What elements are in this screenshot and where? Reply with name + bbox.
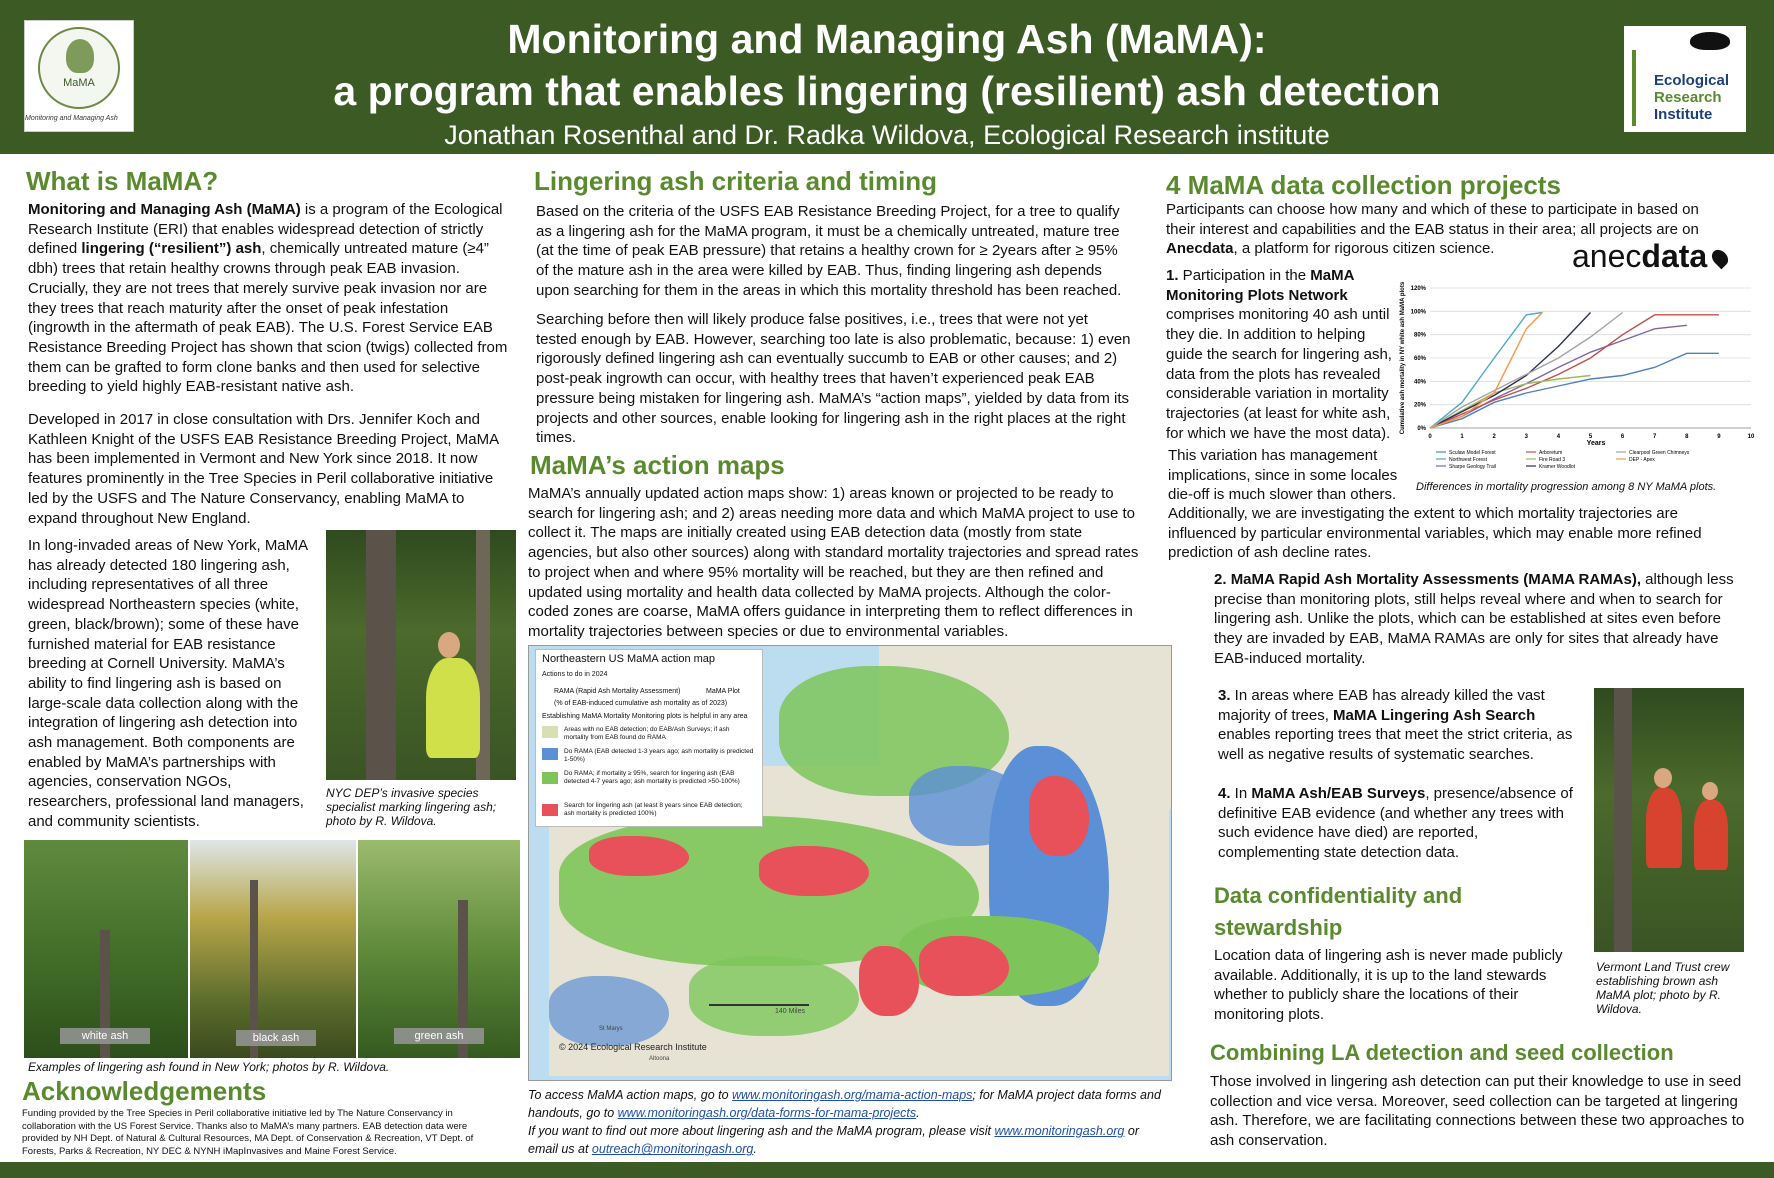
- bold-text: MaMA Ash/EAB Surveys: [1251, 785, 1426, 802]
- person-vest: [1694, 800, 1728, 870]
- map-legend-title: Northeastern US MaMA action map: [542, 653, 716, 665]
- bold-text: Anecdata: [1166, 240, 1234, 258]
- chart-x-tick: 10: [1747, 434, 1755, 440]
- chart-y-tick: 100%: [1410, 309, 1426, 316]
- projects-heading: 4 MaMA data collection projects: [1166, 170, 1561, 200]
- criteria-heading: Lingering ash criteria and timing: [534, 166, 938, 196]
- project4-paragraph: [1218, 784, 1578, 863]
- mama-logo-text: MaMA: [63, 77, 95, 89]
- person-vest: [1646, 788, 1682, 868]
- chart-series-line: [1430, 315, 1719, 428]
- person-head: [1654, 768, 1672, 788]
- action-maps-link[interactable]: www.monitoringash.org/mama-action-maps: [732, 1088, 973, 1102]
- chart-legend-label: Clearpool Green Chimneys: [1629, 450, 1690, 456]
- bold-text: MaMA Rapid Ash Mortality Assessments (MAMA RAMAs),: [1230, 571, 1642, 588]
- text-run: In areas where EAB has already killed the vast majority of trees,: [1218, 687, 1545, 724]
- map-scale-label: 140 Miles: [775, 1008, 805, 1015]
- map-city-label: St Marys: [599, 1026, 623, 1032]
- chart-x-tick: 9: [1717, 434, 1721, 440]
- text-run: , a platform for rigorous citizen science.: [1233, 240, 1495, 258]
- person-head: [1702, 782, 1718, 800]
- map-pin-icon: [1709, 247, 1732, 270]
- legend-text: Do RAMA (EAB detected 1-3 years ago; ash mortality is predicted 1-50%): [564, 748, 754, 763]
- bold-text: MaMA Monitoring Plots Network: [1166, 267, 1354, 304]
- legend-text: Search for lingering ash (at least 8 years since EAB detection; ash mortality is predicted 100%): [564, 802, 743, 817]
- chart-legend-label: DEP - Apex: [1629, 457, 1655, 463]
- project1-investigation: Additionally, we are investigating the extent to which mortality trajectories are influenced by particular environmental variables, which may enable more refined prediction of ash decline rates.: [1168, 505, 1702, 562]
- legend-text: Do RAMA; if mortality ≥ 95%, search for lingering ash (EAB detected 4-7 years ago; ash mortality is predicted >50-100%): [564, 770, 740, 785]
- confidentiality-paragraph: Location data of lingering ash is never made publicly available. Additionally, it is up to the land stewards whether to publicly share the locations of their monitoring plots.: [1214, 947, 1563, 1024]
- item-number: 1.: [1166, 267, 1179, 284]
- chart-x-tick: 8: [1685, 434, 1689, 440]
- map-legend-plot: MaMA Plot: [706, 688, 740, 695]
- item-number: 4.: [1218, 785, 1231, 802]
- legend-swatch: [542, 772, 558, 784]
- chart-series-line: [1430, 376, 1591, 429]
- criteria-paragraph: Based on the criteria of the USFS EAB Resistance Breeding Project, for a tree to qualify as a lingering ash for the MaMA program, it must be a chemically untreated, mature tree (at the time of peak EAB pressure) that retains a healthy crown for ≥ 2years after ≥ 95% of the mature ash in the area were killed by EAB. Thus, finding lingering ash depends upon searching for them in the areas in which this mortality threshold has been reached.: [536, 203, 1122, 299]
- action-maps-paragraph: MaMA’s annually updated action maps show: 1) areas known or projected to be ready to search for lingering ash; and 2) areas needing more data and which MaMA project to use to collect it. The maps are initially created using EAB detection data (mostly from state agencies, but also other sources) along with standard mortality trajectories and spread rates to project when and where 95% mortality will be reached, but they are then refined and updated using mortality and health data collected by MaMA projects. Although the color-coded zones are coarse, MaMA offers guidance in interpreting them to reflect differences in mortality trajectories between species or due to environmental variables.: [528, 485, 1139, 640]
- chart-y-tick: 60%: [1413, 356, 1426, 362]
- map-links-text: [528, 1086, 1168, 1123]
- photo-white-ash: [24, 840, 188, 1058]
- seed-collection-heading: Combining LA detection and seed collection: [1210, 1040, 1674, 1065]
- eri-logo-line: Institute: [1654, 106, 1713, 123]
- text-run: ; for MaMA project data forms and handouts, go to: [528, 1088, 1161, 1121]
- photo-black-ash: [190, 840, 356, 1058]
- logo-text: data: [1641, 238, 1708, 274]
- text-run: although less precise than monitoring plots, still helps reveal where and when to search for lingering ash. Unlike the plots, which can be established at sites even before they are invaded by EAB, MaMA RAMAs are only for sites that already have EAB-induced mortality.: [1214, 571, 1734, 667]
- chart-x-tick: 7: [1653, 434, 1657, 440]
- tree-trunk: [366, 530, 396, 780]
- chart-legend-label: Northwest Forest: [1449, 457, 1488, 463]
- legend-text: Areas with no EAB detection; do EAB/Ash Surveys; if ash mortality from EAB found do RAMA: [564, 726, 730, 741]
- text-run: .: [753, 1142, 757, 1157]
- development-paragraph: Developed in 2017 in close consultation with Drs. Jennifer Koch and Kathleen Knight of the USFS EAB Resistance Breeding Project, MaMA has been implemented in Vermont and New York since 2018. It now features prominently in the Tree Species in Peril collaborative initiative led by the USFS and The Nature Conservancy, enabling MaMA to expand throughout New England.: [28, 411, 499, 527]
- text-run: comprises monitoring 40 ash until they die. In addition to helping guide the search for lingering ash, data from the plots has revealed considerable variation in mortality trajectories (at least for white ash, for which we have the most data).: [1166, 306, 1392, 442]
- chart-x-tick: 3: [1524, 434, 1528, 440]
- poster-title-line2: a program that enables lingering (resilient) ash detection: [333, 68, 1441, 114]
- project3-paragraph: [1218, 686, 1588, 765]
- photo-green-ash: [358, 840, 520, 1058]
- eri-logo-line: Research: [1654, 89, 1722, 106]
- legend-swatch: [542, 726, 558, 738]
- item-number: 2.: [1214, 571, 1227, 588]
- chart-lines: [1430, 313, 1719, 429]
- chart-y-tick: 0%: [1417, 426, 1426, 432]
- action-maps-heading: MaMA’s action maps: [530, 450, 785, 480]
- text-run: , chemically untreated mature (≥4” dbh) trees that retain healthy crowns through peak EAB invasion. Crucially, they are not trees that merely survive peak invasion nor are they trees that reach maturity after the onset of peak infestation (ingrowth in the aftermath of peak EAB). The U.S. Forest Service EAB Resistance Breeding Project has shown that scion (twigs) collected from them can be grafted to form clone banks and then used for selective breeding to yield highly EAB-resistant native ash.: [28, 240, 508, 396]
- poster-authors: Jonathan Rosenthal and Dr. Radka Wildova, Ecological Research institute: [444, 120, 1330, 150]
- map-legend-plots-note: Establishing MaMA Mortality Monitoring plots is helpful in any area: [542, 713, 748, 720]
- item-number: 3.: [1218, 687, 1231, 704]
- mortality-chart: [1396, 278, 1766, 474]
- chart-x-label: Years: [1586, 440, 1606, 447]
- chart-x-tick: 1: [1460, 434, 1464, 440]
- chart-x-tick: 2: [1492, 434, 1496, 440]
- legend-swatch: [542, 804, 558, 816]
- chart-y-tick: 80%: [1413, 332, 1426, 339]
- map-legend: [535, 649, 763, 827]
- map-copyright: © 2024 Ecological Research Institute: [559, 1042, 707, 1052]
- chart-series-line: [1430, 353, 1719, 428]
- timing-paragraph: Searching before then will likely produce false positives, i.e., trees that were not yet tested enough by EAB. However, searching too late is also problematic, because: 1) even rigorously defined lingering ash can eventually succumb to EAB or other causes; and 2) post-peak ingrowth can occur, with healthy trees that haven’t experienced peak EAB pressure being mistaken for lingering ash. MaMA’s “action maps”, yielded by data from its projects and other sources, enable looking for lingering ash in the right places at the right times.: [536, 311, 1131, 447]
- chart-y-tick: 20%: [1413, 402, 1426, 409]
- logo-text: anec: [1572, 238, 1642, 274]
- photo-label: black ash: [236, 1030, 316, 1046]
- anecdata-logo: [1572, 238, 1727, 275]
- map-zone-red: [919, 936, 1009, 996]
- person-head: [438, 632, 460, 658]
- chart-x-tick: 4: [1556, 434, 1561, 440]
- chart-legend-label: Fire Road 3: [1539, 457, 1566, 463]
- map-city-label: Altoona: [649, 1056, 670, 1062]
- contact-text: [528, 1122, 1168, 1159]
- action-map: [528, 645, 1172, 1081]
- text-run: enables reporting trees that meet the strict criteria, as well as negative results of systematic searches.: [1218, 726, 1573, 764]
- text-run: is a program of the Ecological Research Institute (ERI) that enables widespread detection of strictly defined: [28, 201, 503, 258]
- map-scale-bar: [709, 1004, 809, 1006]
- chart-x-tick: 6: [1620, 434, 1625, 440]
- poster-title-line1: Monitoring and Managing Ash (MaMA):: [507, 16, 1267, 62]
- photo-label: green ash: [394, 1028, 484, 1044]
- bold-text: MaMA Lingering Ash Search: [1333, 706, 1536, 724]
- chart-series-line: [1430, 325, 1687, 428]
- text-run: If you want to find out more about lingering ash and the MaMA program, please visit: [528, 1124, 995, 1138]
- map-zone-red: [589, 836, 689, 876]
- project1-paragraph: [1166, 266, 1400, 443]
- mama-logo-caption: Monitoring and Managing Ash: [25, 115, 118, 122]
- photo-marking-ash: [326, 530, 516, 780]
- chart-x-tick: 5: [1588, 434, 1593, 440]
- bold-text: lingering (“resilient”) ash: [81, 240, 262, 258]
- legend-swatch: [542, 748, 558, 760]
- text-run: In: [1230, 785, 1252, 802]
- text-run: To access MaMA action maps, go to: [528, 1088, 733, 1102]
- text-run: Participation in the: [1178, 267, 1311, 284]
- map-zone-red: [759, 846, 869, 896]
- email-link[interactable]: outreach@monitoringash.org: [591, 1142, 754, 1157]
- photo-marking-ash-caption: NYC DEP’s invasive species specialist marking lingering ash; photo by R. Wildova.: [326, 786, 497, 828]
- confidentiality-heading: Data confidentiality and stewardship: [1214, 883, 1463, 940]
- map-legend-rama: RAMA (Rapid Ash Mortality Assessment): [554, 688, 681, 695]
- chart-legend-label: Sculaw Model Forest: [1449, 450, 1496, 456]
- photo-vermont-crew: [1594, 688, 1744, 952]
- chart-legend-label: Arboretum: [1539, 450, 1563, 456]
- photo-label: white ash: [60, 1028, 150, 1044]
- person-vest: [426, 658, 480, 758]
- project2-paragraph: [1214, 570, 1734, 669]
- acknowledgements-heading: Acknowledgements: [22, 1076, 267, 1106]
- chart-legend-label: Kramer Woodlot: [1539, 464, 1576, 470]
- chart-caption: Differences in mortality progression among 8 NY MaMA plots.: [1416, 481, 1717, 493]
- what-is-mama-paragraph: [28, 200, 508, 397]
- website-link[interactable]: www.monitoringash.org: [994, 1124, 1125, 1138]
- chart-y-label: Cumulative ash mortality in NY white ash MaMA plots: [1400, 281, 1406, 435]
- chart-x-tick: 0: [1428, 434, 1432, 440]
- chart-y-tick: 40%: [1413, 379, 1426, 386]
- project1-variation: This variation has management implications, since in some locales die-off is much slower than others.: [1168, 447, 1398, 504]
- tree-trunk: [1614, 688, 1632, 952]
- data-forms-link[interactable]: www.monitoringash.org/data-forms-for-mama-projects: [617, 1106, 917, 1121]
- seed-collection-paragraph: Those involved in lingering ash detection can put their knowledge to use in seed collection and vice versa. Moreover, seed collection can be targeted at lingering ash. Therefore, we are facilitating connections between these two approaches to ash conservation.: [1210, 1073, 1745, 1150]
- eri-logo-line: Ecological: [1654, 72, 1730, 89]
- photo-vermont-crew-caption: Vermont Land Trust crew establishing brown ash MaMA plot; photo by R. Wildova.: [1596, 960, 1730, 1016]
- acknowledgements-text: Funding provided by the Tree Species in Peril collaborative initiative led by The Nature Conservancy in collaboration with the US Forest Service. Thanks also to MaMA’s many partners. EAB detection data were provided by NH Dept. of Natural & Cultural Resources, MA Dept. of Conservation & Recreation, VT Dept. of Forests, Parks & Recreation, NY DEC & NYNH iMapInvasives and Maine Forest Service.: [22, 1108, 474, 1157]
- tree-photos-caption: Examples of lingering ash found in New York; photos by R. Wildova.: [28, 1060, 390, 1074]
- bold-text: Monitoring and Managing Ash (MaMA): [28, 201, 301, 218]
- text-run: .: [916, 1106, 920, 1121]
- what-is-mama-heading: What is MaMA?: [26, 166, 219, 196]
- text-run: or email us at: [528, 1124, 1139, 1157]
- map-legend-actions: Actions to do in 2024: [542, 671, 608, 678]
- footer-bar: [0, 1162, 1774, 1178]
- text-run: Participants can choose how many and which of these to participate in based on their interest and capabilities and the EAB status in their area; all projects are on: [1166, 201, 1699, 238]
- text-run: , presence/absence of definitive EAB evidence (and whether any trees with such evidence have died) are reported, complementing state detection data.: [1218, 785, 1573, 862]
- chart-legend-label: Sharpe Geology Trail: [1449, 464, 1496, 470]
- chart-legend: [1436, 450, 1690, 470]
- chart-y-tick: 120%: [1410, 286, 1426, 292]
- map-legend-pct-note: (% of EAB-induced cumulative ash mortality as of 2023): [554, 700, 728, 707]
- detections-paragraph: In long-invaded areas of New York, MaMA has already detected 180 lingering ash, including representatives of all three widespread Northeastern species (white, green, black/brown); some of these have furnished material for EAB resistance breeding at Cornell University. MaMA’s ability to find lingering ash is based on large-scale data collection along with the integration of lingering ash detection into ash management. Both components are enabled by MaMA’s partnerships with agencies, conservation NGOs, researchers, professional land managers, and community scientists.: [28, 537, 308, 830]
